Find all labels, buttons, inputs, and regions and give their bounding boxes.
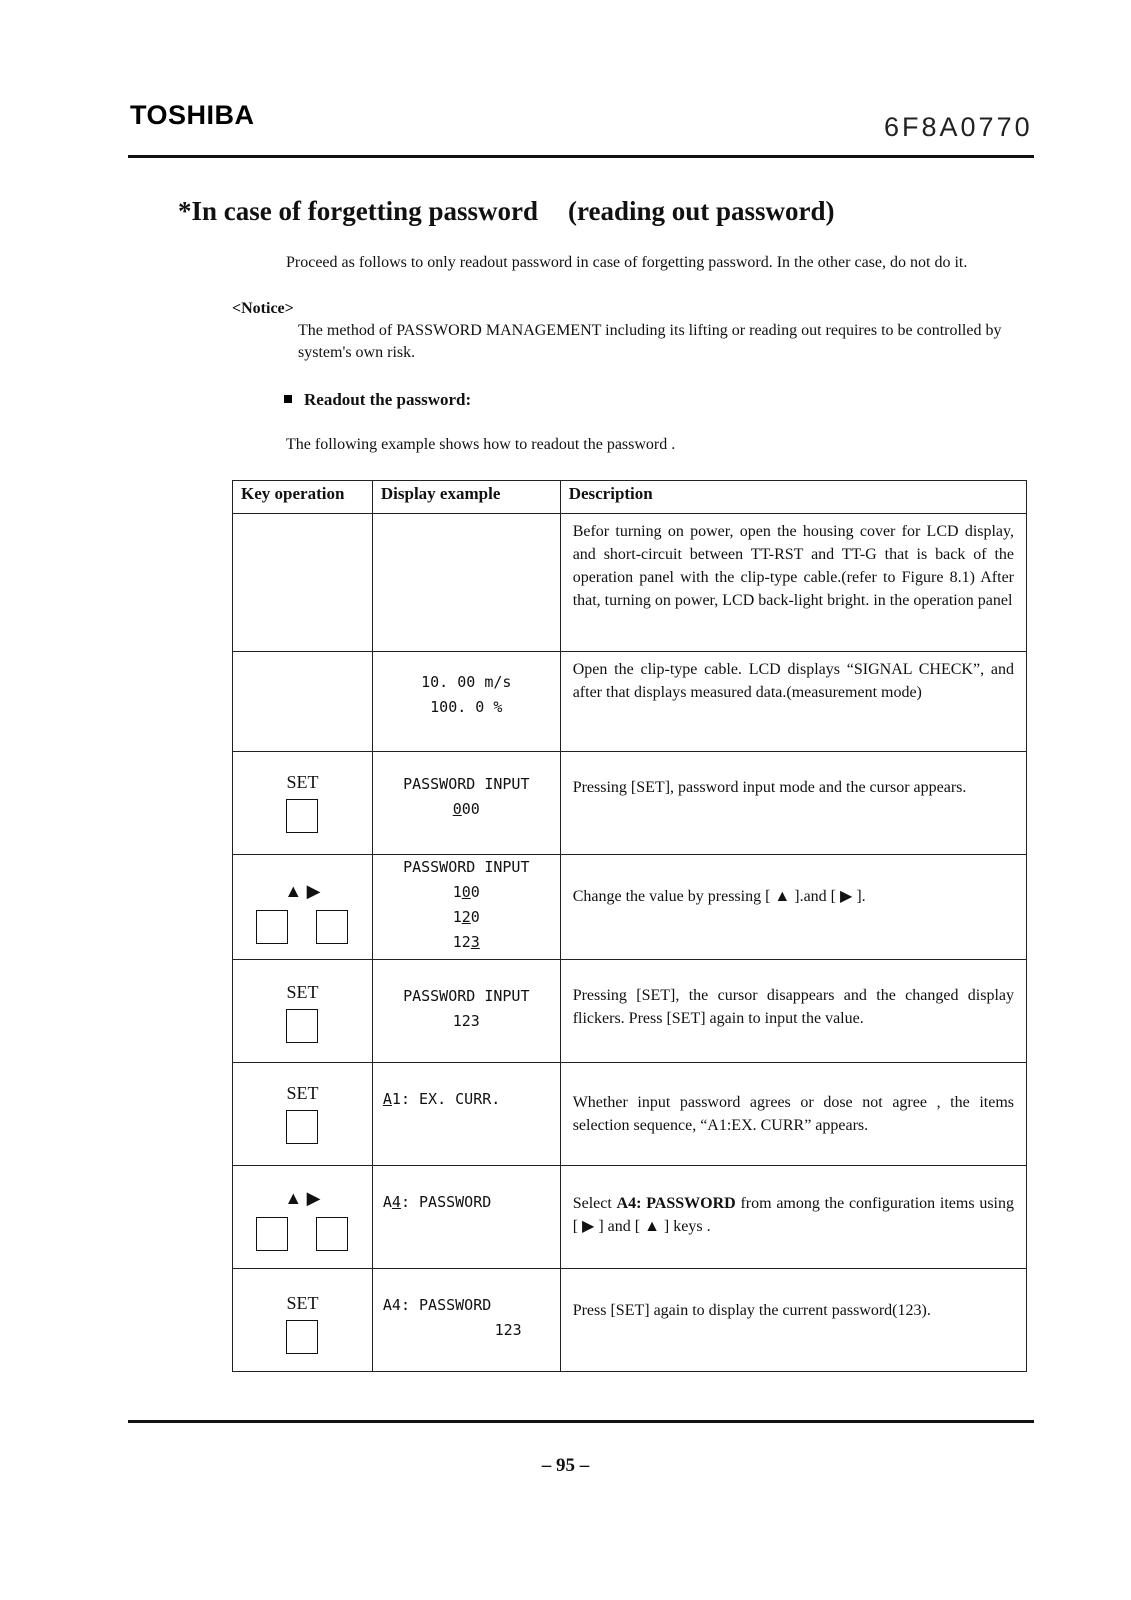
- lcd-line: 123: [452, 1012, 480, 1030]
- title-sub: (reading out password): [567, 196, 835, 226]
- key-cell: [233, 1063, 373, 1166]
- row-description: Whether input password agrees or dose not agree , the items selection sequence, “A1:EX. CURR” appears.: [572, 1094, 1014, 1134]
- lcd-line: 100. 0 %: [430, 698, 503, 716]
- table-row: [233, 960, 1027, 1063]
- row-description: Open the clip-type cable. LCD displays “SIGNAL CHECK”, and after that displays measured data.(measurement mode): [572, 661, 1014, 701]
- display-cell: [372, 652, 560, 752]
- key-cell: [233, 1269, 373, 1372]
- set-key: [233, 1063, 372, 1149]
- lcd-line: 123: [452, 933, 480, 951]
- readout-heading-text: Readout the password:: [304, 390, 472, 409]
- key-cell: [233, 752, 373, 855]
- operation-table: [232, 480, 1027, 1372]
- key-cell: [233, 855, 373, 960]
- title-main: *In case of forgetting password: [178, 196, 538, 226]
- readout-heading: [284, 389, 471, 411]
- arrow-keys: [233, 855, 372, 949]
- brand-logo: TOSHIBA: [130, 100, 255, 130]
- header-rule: [128, 155, 1034, 158]
- key-label: ▲ ▶: [284, 1188, 321, 1208]
- display-cell: [372, 1269, 560, 1372]
- intro-paragraph: Proceed as follows to only readout password in case of forgetting password. In the other case, do not do it.: [286, 254, 968, 271]
- header-key-operation: Key operation: [233, 481, 373, 514]
- set-key-button-icon: [286, 1110, 318, 1144]
- header-description: Description: [560, 481, 1026, 514]
- lcd-line: A4: PASSWORD: [382, 1193, 492, 1211]
- lcd-line: 000: [452, 800, 480, 818]
- table-header-row: [233, 481, 1027, 514]
- display-cell: [372, 1166, 560, 1269]
- row-description: Press [SET] again to display the current password(123).: [572, 1302, 931, 1319]
- table-row: [233, 1063, 1027, 1166]
- row-description: Change the value by pressing [ ▲ ].and [ ▶ ].: [572, 888, 866, 905]
- lcd-line: 10. 00 m/s: [421, 673, 512, 691]
- key-cell: [233, 960, 373, 1063]
- lcd-cursor: 0: [452, 800, 462, 818]
- table-row: [233, 855, 1027, 960]
- description-cell: [560, 960, 1026, 1063]
- display-cell: [372, 960, 560, 1063]
- key-label: SET: [286, 1083, 319, 1103]
- set-key-button-icon: [286, 1320, 318, 1354]
- lcd-cursor: 4: [391, 1193, 401, 1211]
- key-label: SET: [286, 982, 319, 1002]
- lcd-display: [373, 1063, 560, 1116]
- description-pre: Select: [572, 1195, 617, 1212]
- description-bold: A4: PASSWORD: [616, 1195, 736, 1212]
- display-cell: [372, 514, 560, 652]
- page-number: – 95 –: [541, 1455, 590, 1476]
- lcd-display: [373, 960, 560, 1038]
- set-key-button-icon: [286, 1009, 318, 1043]
- description-cell: [560, 652, 1026, 752]
- set-key: [233, 1269, 372, 1359]
- lcd-line: 120: [452, 908, 480, 926]
- lcd-cursor: 3: [470, 933, 480, 951]
- table-row: [233, 1166, 1027, 1269]
- row-description: Pressing [SET], password input mode and the cursor appears.: [572, 779, 967, 796]
- description-cell: [560, 514, 1026, 652]
- table-row: [233, 1269, 1027, 1372]
- footer-rule: [128, 1420, 1034, 1423]
- lcd-cursor: 0: [461, 883, 471, 901]
- description-cell: [560, 1063, 1026, 1166]
- example-intro: The following example shows how to readout the password .: [286, 436, 676, 453]
- lcd-line: A4: PASSWORD: [382, 1296, 492, 1314]
- set-key-button-icon: [286, 799, 318, 833]
- row-description: [561, 1166, 1026, 1242]
- display-cell: [372, 1063, 560, 1166]
- lcd-display: [373, 1269, 560, 1347]
- display-cell: [372, 855, 560, 960]
- up-key-button-icon: [256, 1217, 288, 1251]
- lcd-cursor: A: [382, 1090, 392, 1108]
- description-post: from among the configuration items using [ ▶ ] and [ ▲ ] keys .: [572, 1195, 1014, 1235]
- up-key-button-icon: [256, 910, 288, 944]
- page-title: [178, 196, 835, 227]
- lcd-display: [373, 752, 560, 826]
- notice-text: The method of PASSWORD MANAGEMENT including its lifting or reading out requires to be controlled by system's own risk.: [298, 322, 1002, 361]
- set-key: [233, 752, 372, 838]
- row-description: Pressing [SET], the cursor disappears and the changed display flickers. Press [SET] again to input the value.: [572, 987, 1014, 1027]
- row-description: Befor turning on power, open the housing cover for LCD display, and short-circuit between TT-RST and TT-G that is back of the operation panel with the clip-type cable.(refer to Figure 8.1) After that, turning on power, LCD back-light bright. in the operation panel: [572, 523, 1014, 609]
- key-cell: [233, 652, 373, 752]
- lcd-line: PASSWORD INPUT: [403, 858, 530, 876]
- key-cell: [233, 1166, 373, 1269]
- lcd-cursor: 2: [461, 908, 471, 926]
- arrow-keys: [233, 1166, 372, 1256]
- document-number: 6F8A0770: [884, 112, 1033, 142]
- lcd-display: [373, 1166, 560, 1219]
- bullet-square-icon: [284, 395, 292, 403]
- right-key-button-icon: [316, 910, 348, 944]
- lcd-display: [373, 652, 560, 724]
- key-label: ▲ ▶: [284, 881, 321, 901]
- key-label: SET: [286, 772, 319, 792]
- description-cell: [560, 1269, 1026, 1372]
- table-row: [233, 652, 1027, 752]
- key-cell: [233, 514, 373, 652]
- display-cell: [372, 752, 560, 855]
- lcd-line: A1: EX. CURR.: [382, 1090, 501, 1108]
- table-row: [233, 514, 1027, 652]
- description-cell: [560, 855, 1026, 960]
- header-display-example: Display example: [372, 481, 560, 514]
- lcd-line: PASSWORD INPUT: [403, 775, 530, 793]
- description-cell: [560, 752, 1026, 855]
- table-row: [233, 752, 1027, 855]
- notice-label: <Notice>: [232, 300, 294, 317]
- lcd-line: 123: [494, 1321, 522, 1339]
- set-key: [233, 960, 372, 1048]
- lcd-line: 100: [452, 883, 480, 901]
- key-label: SET: [286, 1293, 319, 1313]
- right-key-button-icon: [316, 1217, 348, 1251]
- lcd-display: [373, 855, 560, 959]
- description-cell: [560, 1166, 1026, 1269]
- lcd-line: PASSWORD INPUT: [403, 987, 530, 1005]
